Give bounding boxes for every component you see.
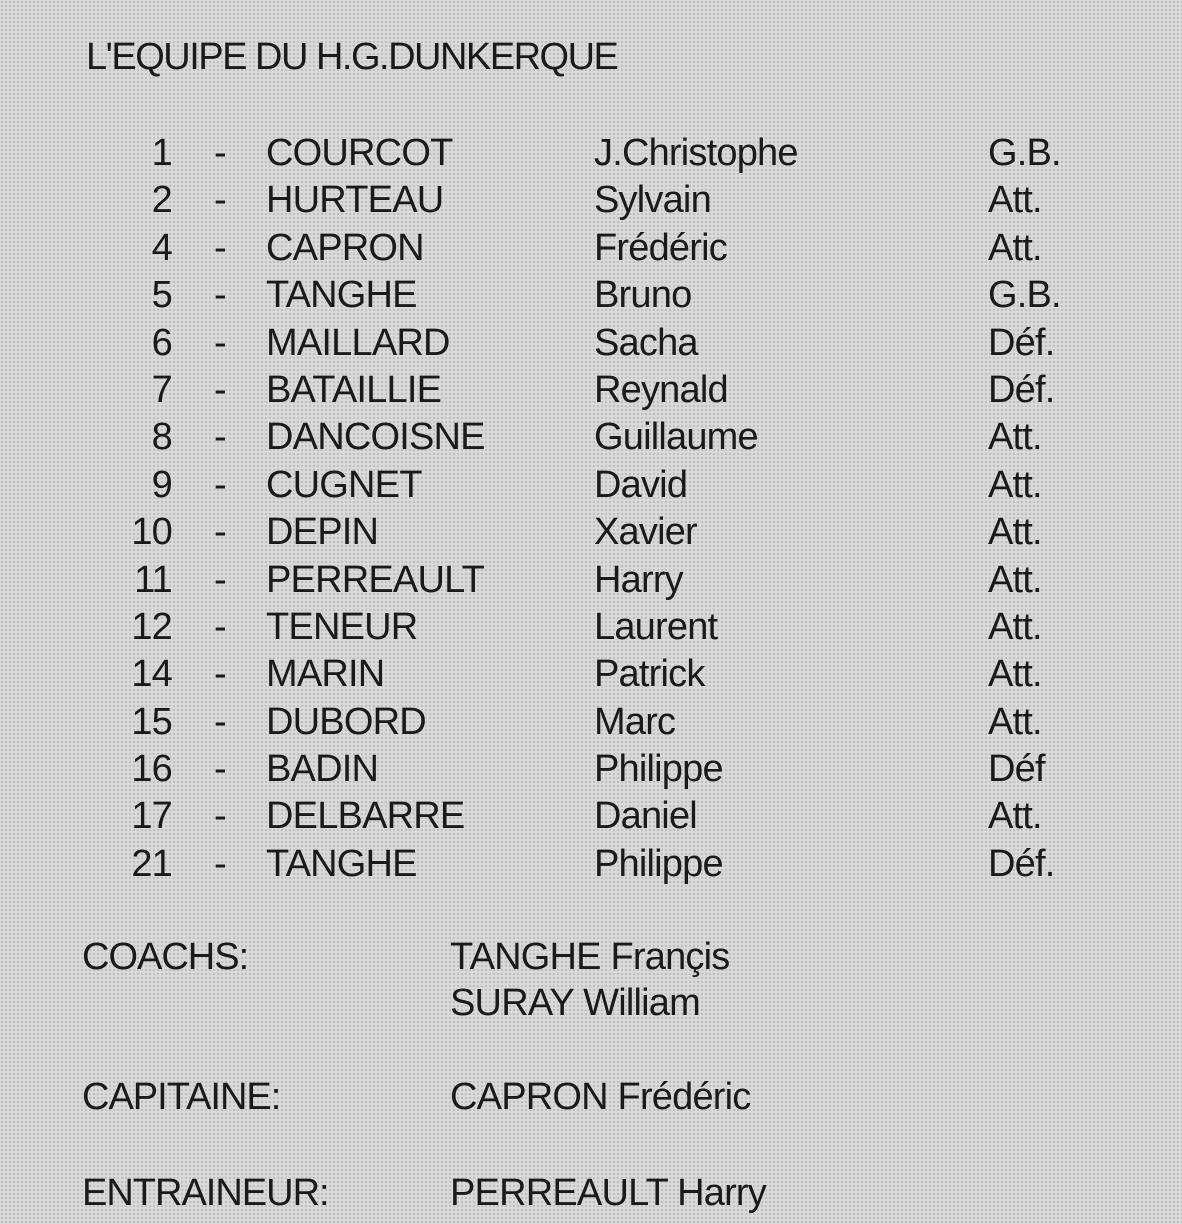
player-position: Déf — [988, 748, 1045, 791]
player-row — [0, 462, 1182, 509]
player-row — [0, 509, 1182, 556]
player-first-name: Xavier — [594, 511, 697, 554]
separator-dash: - — [214, 321, 226, 364]
separator-dash: - — [214, 511, 226, 554]
player-row — [0, 130, 1182, 177]
player-first-name: Reynald — [594, 368, 728, 411]
player-last-name: TENEUR — [266, 605, 418, 648]
player-list — [0, 130, 1182, 888]
player-first-name: Harry — [594, 558, 683, 601]
player-number: 4 — [151, 226, 172, 269]
separator-dash: - — [214, 605, 226, 648]
player-last-name: BADIN — [266, 748, 379, 791]
separator-dash: - — [214, 748, 226, 791]
player-number: 9 — [151, 463, 172, 506]
separator-dash: - — [214, 653, 226, 696]
player-row — [0, 651, 1182, 698]
player-last-name: PERREAULT — [266, 558, 485, 601]
coach-name: SURAY William — [450, 982, 700, 1024]
player-last-name: TANGHE — [266, 274, 417, 317]
player-position: G.B. — [988, 132, 1061, 174]
player-number: 10 — [131, 511, 172, 554]
player-first-name: Sylvain — [594, 179, 711, 222]
player-number: 2 — [151, 179, 172, 222]
player-number: 5 — [151, 274, 172, 317]
player-first-name: Philippe — [594, 748, 723, 791]
capitaine-label: CAPITAINE: — [82, 1076, 281, 1118]
separator-dash: - — [214, 558, 226, 601]
separator-dash: - — [214, 416, 226, 459]
player-position: G.B. — [988, 274, 1061, 317]
player-number: 7 — [151, 368, 172, 411]
player-position: Att. — [988, 226, 1042, 269]
player-last-name: CAPRON — [266, 226, 424, 269]
player-last-name: DEPIN — [266, 511, 379, 554]
entraineur-label: ENTRAINEUR: — [82, 1172, 329, 1214]
capitaine-name: CAPRON Frédéric — [450, 1076, 751, 1118]
separator-dash: - — [214, 795, 226, 838]
player-first-name: J.Christophe — [594, 132, 798, 174]
player-position: Att. — [988, 700, 1042, 743]
player-first-name: Philippe — [594, 842, 723, 885]
separator-dash: - — [214, 368, 226, 411]
player-position: Att. — [988, 463, 1042, 506]
player-first-name: Patrick — [594, 653, 705, 696]
player-position: Att. — [988, 795, 1042, 838]
player-position: Att. — [988, 653, 1042, 696]
player-row — [0, 225, 1182, 272]
player-number: 12 — [131, 605, 172, 648]
player-number: 16 — [131, 748, 172, 791]
player-last-name: CUGNET — [266, 463, 422, 506]
separator-dash: - — [214, 132, 226, 174]
separator-dash: - — [214, 179, 226, 222]
player-number: 14 — [131, 653, 172, 696]
coach-name: TANGHE Françis — [450, 936, 730, 978]
player-position: Déf. — [988, 368, 1055, 411]
player-row — [0, 320, 1182, 367]
player-first-name: Frédéric — [594, 226, 727, 269]
player-first-name: Daniel — [594, 795, 697, 838]
player-last-name: BATAILLIE — [266, 368, 442, 411]
separator-dash: - — [214, 700, 226, 743]
separator-dash: - — [214, 274, 226, 317]
player-position: Att. — [988, 605, 1042, 648]
player-last-name: MARIN — [266, 653, 385, 696]
player-last-name: TANGHE — [266, 842, 417, 885]
player-first-name: Sacha — [594, 321, 698, 364]
player-first-name: David — [594, 463, 688, 506]
player-number: 21 — [131, 842, 172, 885]
player-row — [0, 177, 1182, 224]
player-number: 8 — [151, 416, 172, 459]
player-row — [0, 746, 1182, 793]
player-last-name: DUBORD — [266, 700, 426, 743]
player-row — [0, 604, 1182, 651]
player-position: Att. — [988, 416, 1042, 459]
player-position: Att. — [988, 558, 1042, 601]
player-position: Att. — [988, 511, 1042, 554]
page-title: L'EQUIPE DU H.G.DUNKERQUE — [86, 36, 618, 78]
player-row — [0, 557, 1182, 604]
player-number: 11 — [134, 558, 172, 601]
player-number: 6 — [151, 321, 172, 364]
player-number: 1 — [151, 132, 172, 174]
separator-dash: - — [214, 463, 226, 506]
coachs-label: COACHS: — [82, 936, 249, 978]
player-row — [0, 841, 1182, 888]
player-first-name: Laurent — [594, 605, 718, 648]
player-position: Déf. — [988, 321, 1055, 364]
player-row — [0, 793, 1182, 840]
player-row — [0, 272, 1182, 319]
player-position: Att. — [988, 179, 1042, 222]
player-last-name: DELBARRE — [266, 795, 465, 838]
player-number: 15 — [131, 700, 172, 743]
player-row — [0, 699, 1182, 746]
player-first-name: Bruno — [594, 274, 692, 317]
player-row — [0, 367, 1182, 414]
separator-dash: - — [214, 226, 226, 269]
entraineur-name: PERREAULT Harry — [450, 1172, 766, 1214]
separator-dash: - — [214, 842, 226, 885]
player-number: 17 — [131, 795, 172, 838]
player-last-name: DANCOISNE — [266, 416, 485, 459]
player-last-name: MAILLARD — [266, 321, 450, 364]
player-last-name: COURCOT — [266, 132, 453, 174]
player-first-name: Marc — [594, 700, 676, 743]
player-position: Déf. — [988, 842, 1055, 885]
player-last-name: HURTEAU — [266, 179, 444, 222]
player-row — [0, 414, 1182, 461]
player-first-name: Guillaume — [594, 416, 758, 459]
